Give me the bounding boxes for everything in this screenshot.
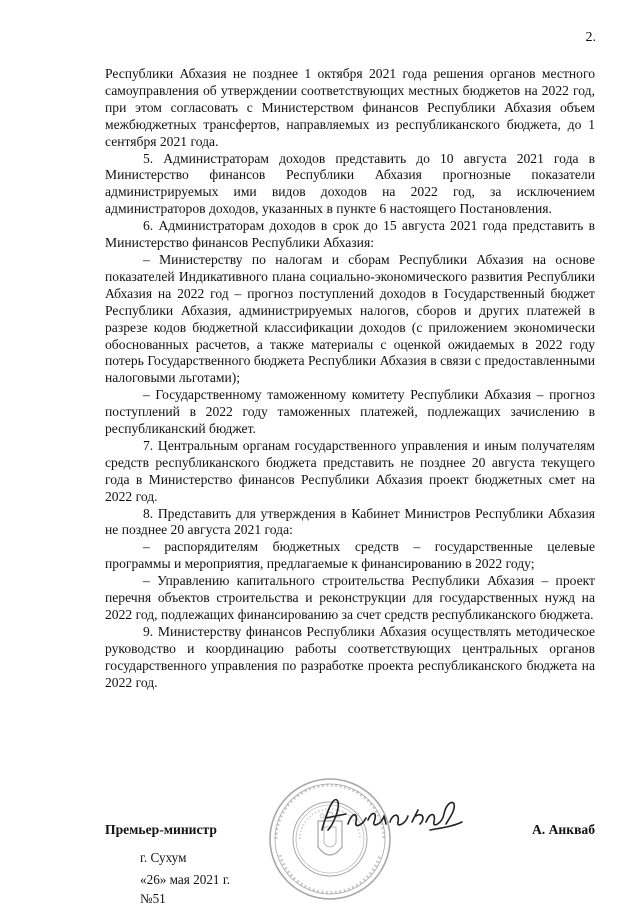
paragraph: Республики Абхазия не позднее 1 октября 2021 года решения органов местного самоуправления об утверждении соответствующих местных бюджетов на 2022 год, при этом согласовать с Министерством финансов Республики Абхазия объем межбюджетных трансфертов, направляемых из республиканского бюджета, до 1 сентября 2021 года. — [105, 66, 595, 149]
page-number: 2. — [585, 30, 596, 45]
document-number: №51 — [140, 891, 166, 906]
paragraph: 5. Администраторам доходов представить до 10 августа 2021 года в Министерство финансов Республики Абхазия прогнозные показатели администрируемых ими видов доходов на 2022 год, за исключением администраторов доходов, указанных в пункте 6 настоящего Постановления. — [105, 150, 595, 217]
paragraph: 7. Центральным органам государственного управления и иным получателям средств республиканского бюджета представить не позднее 20 августа текущего года в Министерство финансов Республики Абхазия проект бюджетных смет на 2022 год. — [105, 437, 595, 504]
signatory-title: Премьер-министр — [105, 822, 217, 837]
paragraph: – распорядителям бюджетных средств – государственные целевые программы и мероприятия, предлагаемые к финансированию в 2022 году; — [105, 539, 595, 572]
paragraph: 6. Администраторам доходов в срок до 15 августа 2021 года представить в Министерство финансов Республики Абхазия: — [105, 218, 595, 251]
handwritten-signature-icon — [312, 790, 472, 840]
issue-city: г. Сухум — [140, 850, 187, 865]
paragraph: – Министерству по налогам и сборам Республики Абхазия на основе показателей Индикативного плана социально-экономического развития Республики Абхазия на 2022 год – прогноз поступлений доходов в Государственный бюджет Республики Абхазия, администрируемых налогов, сборов и других платежей в разрезе кодов бюджетной классификации доходов (с приложением экономически обоснованных расчетов, а также материалы с оценкой ожидаемых в 2022 году потерь Государственного бюджета Республики Абхазия в связи с предоставленными налоговыми льготами); — [105, 251, 595, 386]
paragraph: 9. Министерству финансов Республики Абхазия осуществлять методическое руководство и координацию работы соответствующих центральных органов государственного управления по разработке проекта республиканского бюджета на 2022 год. — [105, 623, 595, 690]
issue-date: «26» мая 2021 г. — [140, 872, 231, 887]
document-body — [105, 66, 595, 692]
signatory-name: А. Анкваб — [531, 822, 595, 837]
paragraph: – Государственному таможенному комитету Республики Абхазия – прогноз поступлений в 2022 году таможенных платежей, подлежащих зачислению в республиканский бюджет. — [105, 387, 595, 437]
paragraph: 8. Представить для утверждения в Кабинет Министров Республики Абхазия не позднее 20 августа 2021 года: — [105, 505, 595, 538]
paragraph: – Управлению капитального строительства Республики Абхазия – проект перечня объектов строительства и реконструкции для государственных нужд на 2022 год, подлежащих финансированию за счет средств республиканского бюджета. — [105, 573, 595, 622]
